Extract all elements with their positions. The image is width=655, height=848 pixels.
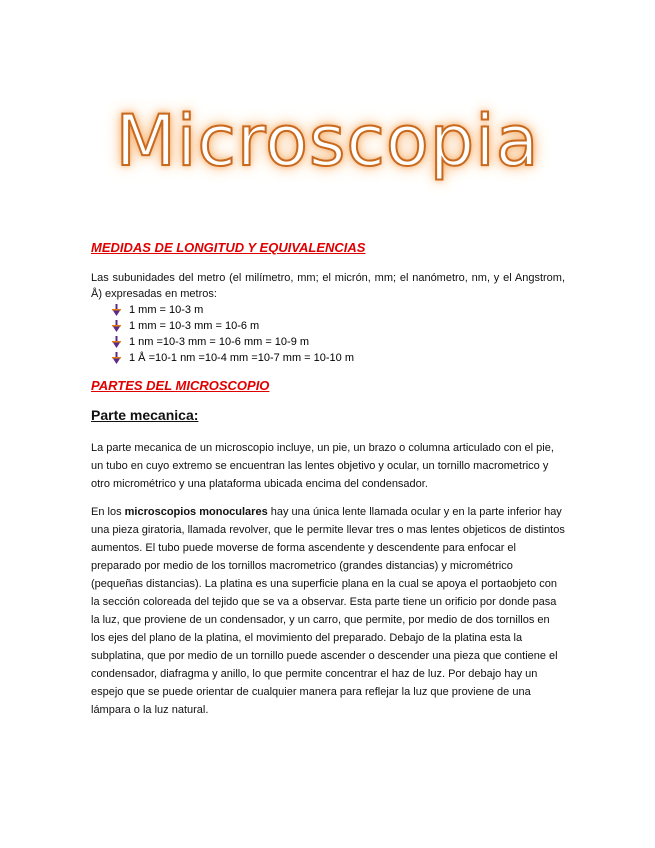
bold-term: microscopios monoculares xyxy=(124,506,268,518)
list-item xyxy=(112,302,354,318)
equivalences-list xyxy=(112,302,354,366)
subsection-heading-parte-mecanica: Parte mecanica: xyxy=(91,407,199,423)
equivalence-text: 1 mm = 10-3 m xyxy=(129,304,204,316)
equivalence-text: 1 nm =10-3 mm = 10-6 mm = 10-9 m xyxy=(129,336,310,348)
list-item xyxy=(112,318,354,334)
section-heading-medidas: MEDIDAS DE LONGITUD Y EQUIVALENCIAS xyxy=(91,240,366,255)
paragraph-prefix: En los xyxy=(91,506,125,518)
paragraph-rest: hay una única lente llamada ocular y en la parte inferior hay una pieza giratoria, llamada revolver, que le permite llevar tres o mas lentes objeticos de distintos aumentos. El tubo puede moverse de forma ascendente y descendente para enfocar el preparado por medio de los tornillos macrometrico (grandes distancias) y micrométrico (pequeñas distancias). La platina es una superficie plana en la cual se apoya el portaobjeto con la sección coloreada del tejido que se va a observar. Esta parte tiene un orificio por donde pasa la luz, que proviene de un condensador, y un carro, que permite, por medio de dos tornillos en los ejes del plano de la platina, el movimiento del preparado. Debajo de la platina esta la subplatina, que por medio de un tornillo puede ascender o descender una pieza que contiene el condensador, diafragma y anillo, lo que permite concentrar el haz de luz. Por debajo hay un espejo que se puede orientar de cualquier manera para reflejar la luz que proviene de una lámpara o la luz natural. xyxy=(91,506,565,716)
section-heading-partes: PARTES DEL MICROSCOPIO xyxy=(91,378,270,393)
arrow-down-bullet-icon xyxy=(112,352,121,364)
paragraph-parte-mecanica: La parte mecanica de un microscopio incluye, un pie, un brazo o columna articulado con el pie, un tubo en cuyo extremo se encuentran las lentes objetivo y ocular, un tornillo macrometrico y otro micrométrico y una plataforma ubicada encima del condensador. xyxy=(91,442,554,490)
equivalence-text: 1 Å =10-1 nm =10-4 mm =10-7 mm = 10-10 m xyxy=(129,352,354,364)
arrow-down-bullet-icon xyxy=(112,336,121,348)
arrow-down-bullet-icon xyxy=(112,304,121,316)
list-item xyxy=(112,334,354,350)
equivalence-text: 1 mm = 10-3 mm = 10-6 m xyxy=(129,320,260,332)
document-title: Microscopia xyxy=(115,100,540,182)
intro-paragraph: Las subunidades del metro (el milímetro, mm; el micrón, mm; el nanómetro, nm, y el Angstrom, Å) expresadas en metros: xyxy=(91,272,565,300)
paragraph-microscopios-monoculares xyxy=(91,503,565,719)
list-item xyxy=(112,350,354,366)
arrow-down-bullet-icon xyxy=(112,320,121,332)
